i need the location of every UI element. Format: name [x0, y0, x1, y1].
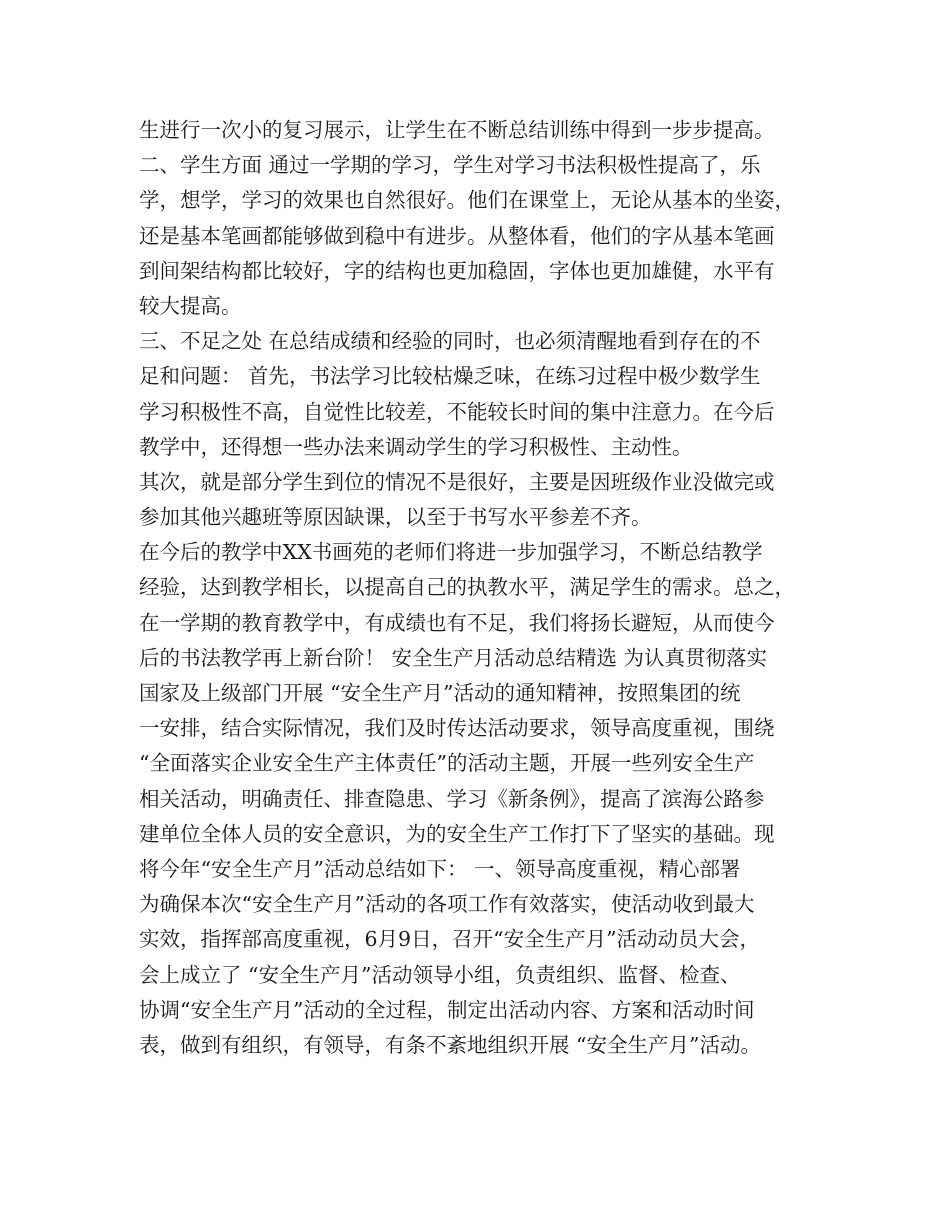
text-line: 为确保本次“安全生产月”活动的各项工作有效落实，使活动收到最大 [139, 892, 755, 917]
text-line: 学习积极性不高，自觉性比较差，不能较长时间的集中注意力。在今后 [139, 399, 775, 424]
text-line: 其次，就是部分学生到位的情况不是很好，主要是因班级作业没做完或 [139, 469, 775, 494]
text-line: 到间架结构都比较好，字的结构也更加稳固，字体也更加雄健，水平有 [139, 258, 775, 283]
text-line: 相关活动，明确责任、排查隐患、学习《新条例》，提高了滨海公路参 [139, 786, 765, 811]
text-line: 将今年“安全生产月”活动总结如下： 一、领导高度重视，精心部署 [139, 856, 741, 881]
text-line: 会上成立了 “安全生产月”活动领导小组，负责组织、监督、检查、 [139, 962, 741, 987]
text-line: 还是基本笔画都能够做到稳中有进步。从整体看，他们的字从基本笔画 [139, 223, 775, 248]
text-line: 教学中，还得想一些办法来调动学生的学习积极性、主动性。 [139, 434, 693, 459]
text-line: 较大提高。 [139, 293, 242, 318]
text-line: 后的书法教学再上新台阶！ 安全生产月活动总结精选 为认真贯彻落实 [139, 645, 768, 670]
text-line: 在一学期的教育教学中，有成绩也有不足，我们将扬长避短，从而使今 [139, 610, 775, 635]
text-line: “全面落实企业安全生产主体责任”的活动主题，开展一些列安全生产 [139, 751, 755, 776]
text-line: 国家及上级部门开展 “安全生产月”活动的通知精神，按照集团的统 [139, 681, 741, 705]
document-body-text [139, 113, 839, 1063]
text-line: 三、不足之处 在总结成绩和经验的同时，也必须清醒地看到存在的不 [139, 329, 761, 354]
text-line: 一安排，结合实际情况，我们及时传达活动要求，领导高度重视，围绕 [139, 716, 775, 741]
text-line: 表，做到有组织，有领导，有条不紊地组织开展 “安全生产月”活动。 [139, 1032, 761, 1057]
text-line: 实效，指挥部高度重视，6月9日，召开“安全生产月”活动动员大会， [139, 927, 761, 952]
text-line: 足和问题： 首先，书法学习比较枯燥乏味，在练习过程中极少数学生 [139, 364, 761, 389]
text-line: 生进行一次小的复习展示，让学生在不断总结训练中得到一步步提高。 [139, 118, 775, 142]
text-line: 在今后的教学中XX书画苑的老师们将进一步加强学习，不断总结教学 [139, 540, 763, 565]
text-line: 协调“安全生产月”活动的全过程，制定出活动内容、方案和活动时间 [139, 997, 755, 1022]
text-line: 参加其他兴趣班等原因缺课，以至于书写水平参差不齐。 [139, 505, 652, 530]
text-line: 二、学生方面 通过一学期的学习，学生对学习书法积极性提高了，乐 [139, 153, 761, 178]
text-line: 建单位全体人员的安全意识，为的安全生产工作打下了坚实的基础。现 [139, 821, 775, 846]
text-line: 经验，达到教学相长，以提高自己的执教水平，满足学生的需求。总之， [139, 575, 795, 600]
text-line: 学，想学，学习的效果也自然很好。他们在课堂上，无论从基本的坐姿， [139, 188, 795, 213]
